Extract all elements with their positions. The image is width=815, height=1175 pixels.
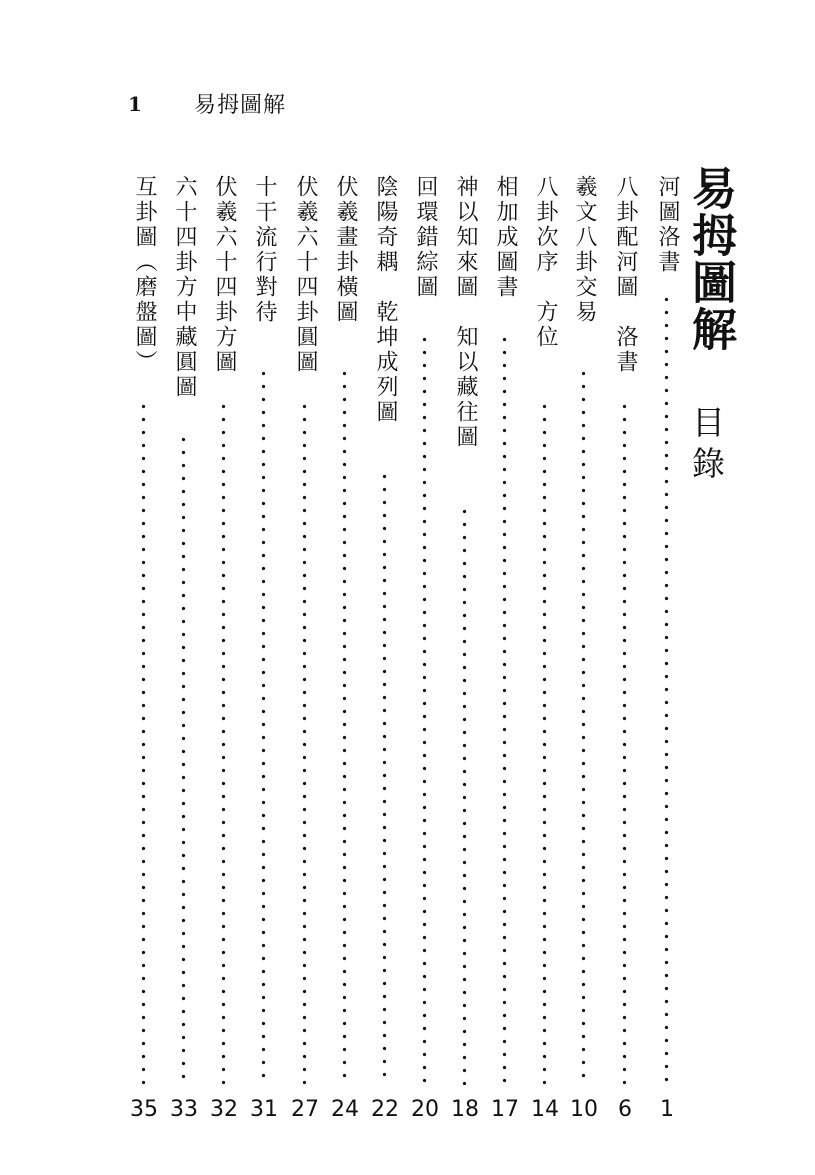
page-number: 1 — [128, 92, 142, 116]
toc-entry[interactable] — [207, 175, 241, 1125]
toc-entry-page: 31 — [250, 1097, 278, 1122]
toc-entry-title: 相加成圖書 — [493, 175, 518, 300]
toc-entry-page: 18 — [451, 1097, 479, 1122]
dot-leader — [382, 470, 387, 1085]
toc-entry-title: 回環錯綜圖 — [413, 175, 438, 300]
dot-leader — [462, 505, 467, 1085]
toc-entry-title: 河圖洛書 — [655, 175, 680, 275]
dot-leader — [302, 400, 307, 1085]
dot-leader — [181, 433, 186, 1085]
dot-leader — [542, 400, 547, 1085]
toc-entry-page: 33 — [170, 1097, 198, 1122]
toc-entry-page: 14 — [531, 1097, 559, 1122]
toc-entry-title: 陰陽奇耦 乾坤成列圖 — [373, 175, 398, 425]
toc-entry-title: 神以知來圖 知以藏往圖 — [453, 175, 478, 450]
toc-entry[interactable] — [368, 175, 402, 1125]
toc-entry[interactable] — [567, 175, 601, 1125]
dot-leader — [261, 367, 266, 1085]
dot-leader — [502, 333, 507, 1085]
toc-entry-title: 八卦配河圖 洛書 — [613, 175, 638, 375]
toc-entry-page: 27 — [291, 1097, 319, 1122]
toc-entry[interactable] — [650, 175, 684, 1125]
toc-entry[interactable] — [528, 175, 562, 1125]
dot-leader — [342, 367, 347, 1085]
book-title: 易拇圖解 — [684, 165, 737, 353]
dot-leader — [141, 400, 146, 1085]
toc-entry-title: 伏羲畫卦橫圖 — [333, 175, 358, 325]
toc-entry[interactable] — [488, 175, 522, 1125]
toc-entry[interactable] — [167, 175, 201, 1125]
toc-entry-title: 互卦圖（磨盤圖） — [132, 175, 157, 375]
toc-entry-title: 六十四卦方中藏圓圖 — [172, 175, 197, 400]
toc-entry[interactable] — [127, 175, 161, 1125]
toc-entry-page: 1 — [660, 1097, 674, 1122]
dot-leader — [622, 400, 627, 1085]
toc-entry[interactable] — [448, 175, 482, 1125]
toc-entry[interactable] — [408, 175, 442, 1125]
toc-entry[interactable] — [247, 175, 281, 1125]
toc-entry[interactable] — [328, 175, 362, 1125]
toc-entry-page: 10 — [570, 1097, 598, 1122]
toc-entry[interactable] — [288, 175, 322, 1125]
toc-entry-page: 17 — [491, 1097, 519, 1122]
toc-entry-page: 24 — [331, 1097, 359, 1122]
dot-leader — [221, 400, 226, 1085]
toc-entry[interactable] — [608, 175, 642, 1125]
toc-entry-title: 羲文八卦交易 — [572, 175, 597, 325]
toc-entry-page: 22 — [371, 1097, 399, 1122]
toc-entry-title: 十干流行對待 — [252, 175, 277, 325]
dot-leader — [664, 293, 669, 1085]
dot-leader — [422, 333, 427, 1085]
toc-entry-title: 伏羲六十四卦圓圖 — [293, 175, 318, 375]
toc-entry-title: 八卦次序 方位 — [533, 175, 558, 350]
toc-entry-page: 20 — [411, 1097, 439, 1122]
toc-entry-page: 35 — [130, 1097, 158, 1122]
toc-entry-page: 32 — [210, 1097, 238, 1122]
running-title: 易拇圖解 — [194, 93, 287, 118]
toc-entry-title: 伏羲六十四卦方圖 — [212, 175, 237, 375]
dot-leader — [581, 367, 586, 1085]
toc-heading: 目錄 — [687, 405, 726, 487]
toc-entry-page: 6 — [618, 1097, 632, 1122]
